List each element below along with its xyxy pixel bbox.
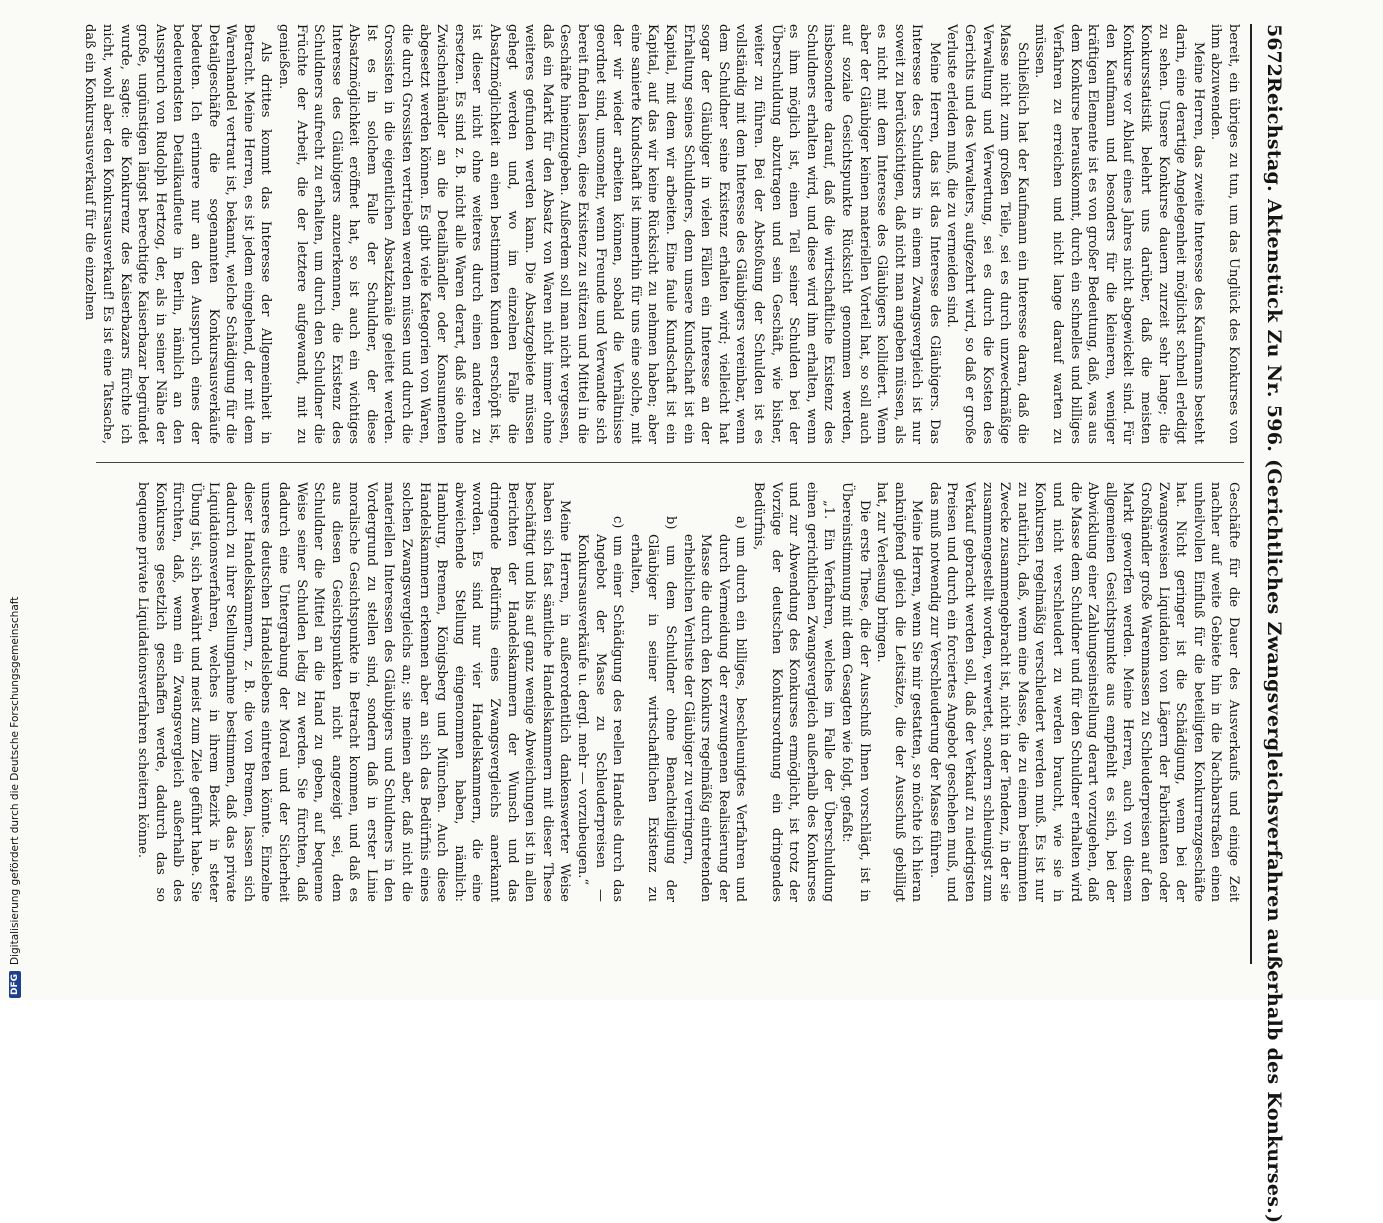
text-column-right	[92, 482, 1242, 902]
list-item: c) um einer Schädigung des reellen Handels durch das Angebot der Masse zu Schleuderpreisen — Konkursausverkäufe u. dergl. mehr — vorzubeugen.“	[575, 516, 626, 902]
paragraph: Meine Herren, wenn Sie mir gestatten, so möchte ich hieran anknüpfend gleich die Leitsätze, die der Ausschuß gebilligt hat, zur Verlesung bringen.	[874, 482, 925, 902]
thesis-text: „1. Ein Verfahren, welches im Falle der Überschuldung einen gerichtlichen Zwangsvergleich außerhalb des Konkurses und zur Abwendung des Konkurses ermöglicht, ist trotz der Vorzüge der deutschen Konkursordnung ein dringendes Bedürfnis,	[750, 482, 837, 902]
digitization-credit	[5, 378, 25, 998]
paragraph: Die erste These, die der Ausschuß Ihnen vorschlägt, ist in Übereinstimmung mit dem Gesagten wie folgt, gefaßt:	[838, 482, 872, 902]
paragraph: Meine Herren, das ist das Interesse des Gläubigers. Das Interesse des Schuldners in einem Zwangsvergleich ist nur soweit zu berücksichtigen, daß nicht man angeben müssen, als es nicht mit dem Interesse des Gläubigers kollidiert. Wenn aber der Gläubiger keinen materiellen Vorteil hat, so soll auch auf soziale Gesichtspunkte Rücksicht genommen werden, insbesondere darauf, daß die wirtschaftliche Existenz des Schuldners erhalten wird, und diese wird ihm erhalten, wenn es ihm möglich ist, einen Teil seiner Schulden bei der Überschuldung abzutragen und sein Geschäft, wie bisher, weiter zu führen. Bei der Abstoßung der Schulden ist es vollständig mit dem Interesse des Gläubigers vereinbar, wenn dem Schuldner seine Existenz erhalten wird; vielleicht hat sogar der Gläubiger in vielen Fällen ein Interesse an der Erhaltung seines Schuldners, denn unsere Kundschaft ist ein Kapital, mit dem wir arbeiten. Eine faule Kundschaft ist ein Kapital, auf das wir keine Rücksicht zu nehmen haben; aber eine sanierte Kundschaft ist immerhin für uns eine solche, mit der wir wieder arbeiten können, sobald die Verhältnisse geordnet sind, umsomehr, wenn Freunde und Verwandte sich bereit finden lassen, diese Existenz zu stützen und Mittel in die Geschäfte hineinzugeben. Außerdem soll man nicht vergessen, daß ein Markt für den Absatz von Waren nicht immer ohne weiteres gefunden werden kann. Die Absatzgebiete müssen gehegt werden und, wo im einzelnen Falle die Absatzmöglichkeit an einen bestimmten Kunden erschöpft ist, ist dieser nicht ohne weiteres durch einen anderen zu ersetzen. Es sind z. B. nicht alle Waren derart, daß sie ohne Zwischenhändler an die Detailhändler oder Konsumenten abgesetzt werden können. Es gibt viele Kategorien von Waren, die durch Grossisten vertrieben werden müssen und durch die Grossisten in die eigentlichen Absatzkanäle geleitet werden. Ist es in solchem Falle der Schuldner, der diese Absatzmöglichkeit eröffnet hat, so ist auch ein wichtiges Interesse des Gläubigers anzuerkennen, die Existenz des Schuldners aufrecht zu erhalten, um durch den Schuldner die Früchte der Arbeit, die der letztere aufgewandt, mit zu genießen.	[275, 24, 942, 444]
paragraph: Meine Herren, in außerordentlich dankenswerter Weise haben sich fast sämtliche Handelskammern mit dieser These beschäftigt und bis auf ganz wenige Abweichungen ist in allen Berichten der Handelskammern der Wunsch und das dringende Bedürfnis eines Zwangsvergleichs anerkannt worden. Es sind nur vier Handelskammern, die eine abweichende Stellung eingenommen haben, nämlich: Hamburg, Bremen, Königsberg und München. Auch diese Handelskammern erkennen aber an sich das Bedürfnis eines solchen Zwangsvergleichs an; sie meinen aber, daß nicht die materiellen Interessen des Gläubigers und Schuldners in den Vordergrund zu stellen sind, sondern daß in erster Linie moralische Gesichtspunkte in Betracht kommen, und daß es aus diesen Gesichtspunkten nicht angezeigt sei, dem Schuldner die Mittel an die Hand zu geben, auf bequeme Weise seiner Schulden ledig zu werden. Sie fürchten, daß dadurch eine Untergrabung der Moral und der Sicherheit unseres deutschen Handelslebens eintreten könnte. Einzelne dieser Handelskammern, z. B. die von Bremen, lassen sich dadurch zu ihrer Stellungnahme bestimmen, daß das private Liquidationsverfahren, welches in ihrem Bezirk in steter Übung ist, sich bewährt und meist zum Ziele geführt habe. Sie fürchten, daß, wenn ein Zwangsvergleich außerhalb des Konkurses gesetzlich geschaffen werde, dadurch das so bequeme private Liquidationsverfahren scheitern könne.	[135, 482, 573, 902]
column-divider	[96, 462, 1244, 463]
paragraph: Als drittes kommt das Interesse der Allgemeinheit in Betracht. Meine Herren, es ist jedem eingehend, der mit dem Warenhandel vertraut ist, bekannt, welche Schädigung für die Detailgeschäfte die sogenannten Konkursausverkäufe bedeuten. Ich erinnere nur an den Ausspruch eines der bedeutendsten Detailkaufleute in Berlin, nämlich an den Ausspruch von Rudolph Hertzog, der, als in seiner Nähe der große, ungünstigen längst berechtigte Kaiserbazar begründet wurde, sagte: die Konkurrenz des Kaiserbazars fürchte ich nicht, wohl aber den Konkursausverkauf! Es ist eine Tatsache, daß ein Konkursausverkauf für die einzelnen	[82, 24, 274, 444]
paragraph: Meine Herren, das zweite Interesse des Kaufmanns besteht darin, eine derartige Angelegenheit möglichst schnell erledigt zu sehen. Unsere Konkurse dauern zurzeit sehr lange; die Konkursstatistik belehrt uns darüber, daß die meisten Konkurse vor Ablauf eines Jahres nicht abgewickelt sind. Für den Kaufmann und besonders für die kleineren, weniger kräftigen Elemente ist es von großer Bedeutung, daß, was aus dem Konkurse herauskommt, durch ein schnelles und billiges Verfahren zu erreichen und nicht lange darauf warten zu müssen.	[1032, 24, 1206, 444]
credit-text: Digitalisierung gefördert durch die Deutsche Forschungsgemeinschaft	[9, 596, 21, 965]
page-header	[1250, 24, 1296, 1223]
list-item: b) um dem Schuldner ohne Benachteiligung der Gläubiger in seiner wirtschaftlichen Existenz zu erhalten,	[627, 516, 678, 902]
list-item: a) um durch ein billiges, beschleunigtes Verfahren und durch Vermeidung der erzwungenen Realisierung der Masse die durch den Konkurs regelmäßig eintretenden erheblichen Verluste der Gläubiger zu verringern,	[680, 516, 749, 902]
page-content-rotated	[81, 24, 1296, 1223]
text-column-left	[82, 24, 1242, 444]
page-title: Reichstag. Aktenstück Zu Nr. 596. (Gerichtliches Zwangsvergleichsverfahren außerhalb des Konkurses.)	[1263, 76, 1285, 1223]
dfg-logo: DFG	[9, 971, 21, 998]
paragraph: Schließlich hat der Kaufmann ein Interesse daran, daß die Masse nicht zum großen Teile, sei es durch unzweckmäßige Verwaltung und Verwertung, sei es durch die Kosten des Gerichts und des Verwalters, aufgezehrt wird, so daß er große Verluste erleiden muß, die zu vermeiden sind.	[944, 24, 1030, 444]
paragraph: Geschäfte für die Dauer des Ausverkaufs und einige Zeit nachher auf weite Gebiete hin in die Nachbarstraßen einen unheilvollen Einfluß für die beteiligten Konkurrenzgeschäfte hat. Nicht geringer ist die Schädigung, wenn bei der Zwangsweisen Liquidation von Lägern der Fabrikanten oder Großhändler große Warenmassen zu Schleuderpreisen auf den Markt geworfen werden. Meine Herren, auch von diesem allgemeinen Gesichtspunkte aus empfiehlt es sich, bei der Abwicklung einer Zahlungseinstellung derart vorzugehen, daß die Masse dem Schuldner und für den Schuldner erhalten wird und nicht verschleudert zu werden braucht, wie sie in Konkursen regelmäßig verschleudert werden muß. Es ist nur zu natürlich, daß, wenn eine Masse, die zu einem bestimmten Zwecke zusammengebracht ist, nicht in der Tendenz, in der sie zusammengestellt worden, verwertet, sondern schleunigst zum Verkauf gebracht werden soll, daß der Verkauf zu niedrigsten Preisen und durch ein forciertes Angebot geschehen muß, und das muß notwendig zur Verschleuderung der Masse führen.	[926, 482, 1241, 902]
paragraph: bereit, ein übriges zu tun, um das Unglück des Konkurses von ihm abzuwenden.	[1208, 24, 1241, 444]
page-number: 5672	[1263, 24, 1285, 77]
thesis-list	[573, 482, 749, 902]
